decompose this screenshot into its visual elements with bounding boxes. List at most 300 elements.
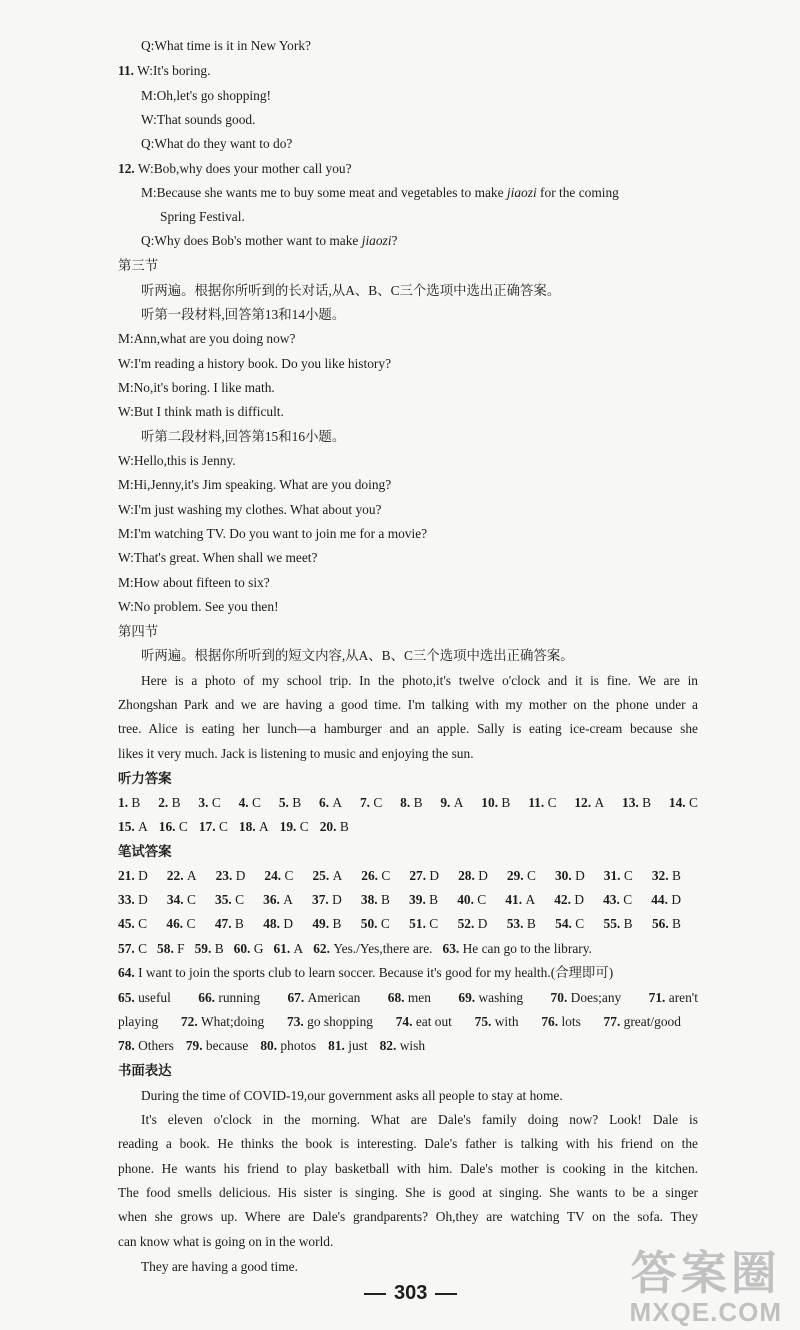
answer-number: 14. <box>668 795 686 810</box>
d11-w1 <box>118 62 210 80</box>
answer-item <box>118 794 140 812</box>
dialog-line: W:But I think math is difficult. <box>118 404 284 419</box>
answer-item <box>458 989 523 1007</box>
answer-item <box>312 891 342 909</box>
answer-item <box>264 867 293 885</box>
answer-number: 55. <box>603 916 621 931</box>
answer-item <box>320 818 349 836</box>
answer-item <box>118 964 613 982</box>
answer-number: 65. <box>118 990 135 1005</box>
d11-number: 11. <box>118 63 134 78</box>
answer-value: D <box>332 892 342 907</box>
answer-item <box>157 940 185 958</box>
answer-item <box>118 1037 174 1055</box>
answer-number: 22. <box>166 868 184 883</box>
answer-value: C <box>547 795 557 810</box>
answer-value: B <box>292 795 302 810</box>
answer-number: 63. <box>442 941 460 956</box>
answer-item <box>328 1037 367 1055</box>
answer-number: 53. <box>506 916 524 931</box>
dialog-line: M:No,it's boring. I like math. <box>118 380 275 395</box>
page-number <box>356 1282 465 1305</box>
answer-item <box>279 794 301 812</box>
answer-item <box>574 794 604 812</box>
answer-number: 31. <box>603 868 621 883</box>
answer-item <box>118 1013 158 1031</box>
answer-number: 40. <box>457 892 474 907</box>
answer-item <box>361 915 390 933</box>
answer-value: great/good <box>623 1014 681 1029</box>
answer-number: 44. <box>651 892 668 907</box>
answer-value: D <box>235 868 246 883</box>
answer-value: wish <box>399 1038 426 1053</box>
answer-value: eat out <box>415 1014 452 1029</box>
answer-number: 78. <box>118 1038 135 1053</box>
answer-value: B <box>623 916 633 931</box>
answer-value: just <box>348 1038 368 1053</box>
answer-item <box>167 867 197 885</box>
answer-value: C <box>235 892 245 907</box>
answer-value: C <box>527 868 536 883</box>
answer-value: useful <box>138 990 171 1005</box>
answer-value: He can go to the library. <box>462 941 592 956</box>
answer-value: C <box>689 795 698 810</box>
answer-number: 58. <box>157 941 174 956</box>
page-number-dash <box>364 1293 386 1295</box>
essay-line: phone. He wants his friend to play basketball with him. Dale's mother is cooking in the kitchen. <box>118 1161 698 1176</box>
d12-q: Q:Why does Bob's mother want to make jiaozi? <box>141 233 398 248</box>
answer-item <box>239 794 261 812</box>
d12-m1b: Spring Festival. <box>160 209 245 224</box>
answer-number: 59. <box>194 941 212 956</box>
answer-number: 80. <box>260 1038 278 1053</box>
answer-value: B <box>339 819 349 834</box>
answer-item <box>475 1013 519 1031</box>
section4-heading: 第四节 <box>118 624 159 639</box>
d11-w2: W:That sounds good. <box>141 112 256 127</box>
answer-value: A <box>293 941 304 956</box>
answer-value: lots <box>561 1014 581 1029</box>
answer-value: C <box>186 916 196 931</box>
answer-number: 68. <box>387 990 405 1005</box>
d11-w1-text: W:It's boring. <box>137 63 211 78</box>
page-number-dash <box>435 1293 457 1295</box>
answer-value: C <box>218 819 228 834</box>
answer-item <box>312 867 342 885</box>
answer-item <box>118 940 147 958</box>
answer-value: because <box>205 1038 249 1053</box>
answer-item <box>604 915 633 933</box>
answer-row <box>118 989 698 1007</box>
answer-value: G <box>253 941 264 956</box>
dialog-line: M:How about fifteen to six? <box>118 575 270 590</box>
answer-value: D <box>478 868 488 883</box>
answer-item <box>458 867 488 885</box>
answer-number: 28. <box>458 868 475 883</box>
answer-item <box>167 891 196 909</box>
answer-row <box>118 915 681 933</box>
answer-value: A <box>594 795 605 810</box>
answer-value: B <box>526 916 536 931</box>
answer-number: 77. <box>603 1014 621 1029</box>
answer-number: 49. <box>312 916 330 931</box>
watermark-top: 答案圈 <box>630 1247 781 1299</box>
answer-item <box>260 1037 316 1055</box>
answer-value: D <box>574 892 584 907</box>
answer-number: 70. <box>550 990 568 1005</box>
passage-line: Here is a photo of my school trip. In the photo,it's twelve o'clock and it is fine. We are in <box>141 673 698 688</box>
answer-item <box>458 915 488 933</box>
answer-number: 38. <box>360 892 378 907</box>
answer-row <box>118 1013 681 1031</box>
essay-line: when she grows up. Where are Dale's grandparents? Oh,they are watching TV on the sofa. They <box>118 1209 698 1224</box>
answer-value: A <box>525 892 536 907</box>
dialog-line: W:I'm just washing my clothes. What about you? <box>118 502 382 517</box>
answer-item <box>507 915 536 933</box>
answer-number: 21. <box>118 868 135 883</box>
answer-value: American <box>307 990 361 1005</box>
answer-item <box>603 891 632 909</box>
answer-number: 12. <box>574 795 592 810</box>
answer-number: 25. <box>312 868 330 883</box>
passage-line: tree. Alice is eating her lunch—a hamburger and an apple. Sally is eating ice-cream because she <box>118 721 698 736</box>
answer-item <box>166 915 195 933</box>
answer-number: 73. <box>287 1014 304 1029</box>
answer-value: C <box>186 892 196 907</box>
answer-value: with <box>494 1014 519 1029</box>
answer-item <box>216 867 246 885</box>
passage-line: likes it very much. Jack is listening to music and enjoying the sun. <box>118 746 474 761</box>
answer-number: 37. <box>312 892 329 907</box>
answer-item <box>118 891 148 909</box>
watermark-logo <box>630 1248 782 1326</box>
dialog-line: M:Ann,what are you doing now? <box>118 331 296 346</box>
answer-value: C <box>252 795 261 810</box>
answer-item <box>239 818 269 836</box>
answer-number: 30. <box>554 868 572 883</box>
answer-value: C <box>138 916 148 931</box>
answer-item <box>481 794 510 812</box>
answer-number: 1. <box>118 795 129 810</box>
answer-number: 26. <box>361 868 378 883</box>
answer-item <box>528 794 556 812</box>
answer-number: 50. <box>360 916 378 931</box>
answer-number: 23. <box>215 868 233 883</box>
d11-q: Q:What do they want to do? <box>141 136 293 151</box>
answer-item <box>287 989 360 1007</box>
writing-heading: 书面表达 <box>118 1063 172 1078</box>
answer-item <box>199 818 228 836</box>
answer-number: 36. <box>263 892 280 907</box>
answer-value: D <box>429 868 440 883</box>
answer-item <box>215 891 244 909</box>
answer-value: Others <box>138 1038 174 1053</box>
answer-value: C <box>623 868 633 883</box>
answer-number: 2. <box>158 795 169 810</box>
q10-question: Q:What time is it in New York? <box>141 38 311 53</box>
answer-row <box>118 1037 425 1055</box>
answer-number: 13. <box>622 795 639 810</box>
answer-value: B <box>234 916 244 931</box>
answer-value: Yes./Yes,there are. <box>333 941 433 956</box>
answer-value: C <box>138 941 148 956</box>
answer-item <box>198 794 220 812</box>
answer-number: 69. <box>458 990 476 1005</box>
essay-line: can know what is going on in the world. <box>118 1234 334 1249</box>
dialog-line: W:That's great. When shall we meet? <box>118 550 318 565</box>
answer-value: C <box>373 795 383 810</box>
answer-item <box>280 818 309 836</box>
answer-value: A <box>258 819 269 834</box>
answer-value: Does;any <box>570 990 622 1005</box>
answer-item <box>400 794 422 812</box>
answer-value: D <box>575 868 585 883</box>
answer-number: 48. <box>263 916 280 931</box>
answer-value: F <box>177 941 185 956</box>
answer-item <box>319 794 342 812</box>
answer-item <box>649 989 698 1007</box>
section3-m1-title: 听第一段材料,回答第13和14小题。 <box>141 307 346 322</box>
answer-value: D <box>671 892 681 907</box>
answer-value: A <box>453 795 464 810</box>
answer-number: 71. <box>648 990 666 1005</box>
answer-number: 17. <box>198 819 216 834</box>
answer-item <box>361 867 390 885</box>
answer-number: 46. <box>166 916 184 931</box>
answer-value: men <box>407 990 431 1005</box>
answer-item <box>388 989 431 1007</box>
answer-item <box>263 891 293 909</box>
answer-item <box>554 891 584 909</box>
answer-item <box>604 1013 681 1031</box>
answer-value: C <box>575 916 585 931</box>
answer-number: 74. <box>395 1014 413 1029</box>
answer-value: C <box>429 916 439 931</box>
answer-item <box>551 989 622 1007</box>
answer-number: 9. <box>440 795 451 810</box>
answer-item <box>263 915 293 933</box>
answer-item <box>652 915 681 933</box>
answer-number: 61. <box>273 941 291 956</box>
answer-value: washing <box>478 990 524 1005</box>
answer-item <box>409 867 439 885</box>
answer-number: 45. <box>118 916 135 931</box>
writing-closing: They are having a good time. <box>141 1259 298 1274</box>
dialog-line: W:I'm reading a history book. Do you like history? <box>118 356 392 371</box>
answer-item <box>604 867 633 885</box>
answer-item <box>234 940 264 958</box>
answer-item <box>541 1013 580 1031</box>
answer-item <box>555 915 584 933</box>
answer-row <box>118 891 681 909</box>
d12-w1-text: W:Bob,why does your mother call you? <box>137 161 352 176</box>
answer-item <box>195 940 224 958</box>
answer-number: 60. <box>233 941 251 956</box>
answer-number: 57. <box>118 941 135 956</box>
answer-number: 6. <box>319 795 330 810</box>
section3-heading: 第三节 <box>118 258 159 273</box>
answer-value: C <box>299 819 309 834</box>
answer-value: A <box>332 795 343 810</box>
essay-line: The food smells delicious. His sister is singing. She is good at singing. She wants to be a singer <box>118 1185 698 1200</box>
written-answers-heading: 笔试答案 <box>118 844 172 859</box>
answer-value: C <box>623 892 633 907</box>
d12-m1a: M:Because she wants me to buy some meat and vegetables to make jiaozi for the coming <box>141 185 619 200</box>
answer-value: I want to join the sports club to learn soccer. Because it's good for my health.(合理即可) <box>138 965 614 980</box>
answer-value: playing <box>118 1014 159 1029</box>
answer-row <box>118 964 613 982</box>
answer-value: A <box>186 868 197 883</box>
answer-number: 16. <box>158 819 176 834</box>
answer-number: 8. <box>400 795 411 810</box>
answer-number: 41. <box>505 892 523 907</box>
answer-item <box>118 915 147 933</box>
answer-value: go shopping <box>307 1014 373 1029</box>
section3-m2-title: 听第二段材料,回答第15和16小题。 <box>141 429 346 444</box>
answer-row <box>118 940 592 958</box>
answer-value: D <box>138 892 148 907</box>
answer-value: B <box>332 916 342 931</box>
answer-value: aren't <box>668 990 698 1005</box>
answer-number: 66. <box>198 990 216 1005</box>
answer-value: B <box>413 795 423 810</box>
answer-number: 15. <box>118 819 135 834</box>
answer-value: C <box>178 819 188 834</box>
writing-intro: During the time of COVID-19,our government asks all people to stay at home. <box>141 1088 563 1103</box>
answer-item <box>159 818 188 836</box>
dialog-line: W:Hello,this is Jenny. <box>118 453 236 468</box>
answer-item <box>443 940 592 958</box>
answer-number: 11. <box>528 795 545 810</box>
answer-number: 3. <box>198 795 209 810</box>
answer-value: B <box>171 795 181 810</box>
answer-item <box>457 891 486 909</box>
answer-value: C <box>477 892 487 907</box>
answer-item <box>158 794 180 812</box>
answer-value: C <box>284 868 294 883</box>
answer-item <box>361 891 390 909</box>
answer-item <box>287 1013 373 1031</box>
answer-item <box>409 915 438 933</box>
answer-number: 39. <box>409 892 426 907</box>
answer-value: B <box>214 941 224 956</box>
answer-number: 47. <box>214 916 232 931</box>
answer-number: 64. <box>118 965 135 980</box>
answer-number: 18. <box>238 819 256 834</box>
answer-value: A <box>138 819 148 834</box>
answer-number: 10. <box>481 795 499 810</box>
page-number-text: 303 <box>394 1282 428 1304</box>
answer-row <box>118 867 681 885</box>
dialog-line: W:No problem. See you then! <box>118 599 279 614</box>
answer-value: D <box>283 916 293 931</box>
answer-number: 75. <box>474 1014 492 1029</box>
dialog-line: M:Hi,Jenny,it's Jim speaking. What are you doing? <box>118 477 392 492</box>
section3-instruction: 听两遍。根据你所听到的长对话,从A、B、C三个选项中选出正确答案。 <box>141 283 561 298</box>
answer-item <box>198 989 260 1007</box>
d12-w1 <box>118 160 352 178</box>
answer-number: 35. <box>215 892 232 907</box>
answer-item <box>440 794 463 812</box>
answer-row <box>118 818 349 836</box>
answer-item <box>313 940 432 958</box>
answer-number: 7. <box>359 795 370 810</box>
answer-number: 4. <box>238 795 249 810</box>
answer-value: B <box>429 892 439 907</box>
answer-number: 52. <box>457 916 475 931</box>
answer-item <box>118 989 171 1007</box>
answer-number: 54. <box>555 916 572 931</box>
d11-m1: M:Oh,let's go shopping! <box>141 88 271 103</box>
passage-line: Zhongshan Park and we are having a good time. I'm talking with my mother on the phone under a <box>118 697 698 712</box>
answer-number: 79. <box>185 1038 203 1053</box>
answer-value: A <box>283 892 293 907</box>
answer-value: photos <box>280 1038 317 1053</box>
answer-value: C <box>211 795 221 810</box>
essay-line: reading a book. He thinks the book is interesting. Dale's father is talking with his friend on the <box>118 1136 698 1151</box>
answer-number: 29. <box>506 868 524 883</box>
answer-item <box>360 794 382 812</box>
answer-item <box>215 915 244 933</box>
answer-value: B <box>672 916 681 931</box>
answer-number: 20. <box>319 819 337 834</box>
answer-item <box>652 867 681 885</box>
answer-number: 62. <box>313 941 330 956</box>
answer-item <box>669 794 698 812</box>
answer-number: 51. <box>409 916 426 931</box>
answer-value: D <box>477 916 488 931</box>
answer-item <box>312 915 341 933</box>
answer-item <box>273 940 303 958</box>
answer-number: 67. <box>287 990 305 1005</box>
answer-item <box>181 1013 264 1031</box>
answer-number: 27. <box>409 868 427 883</box>
answer-value: C <box>380 916 390 931</box>
watermark-bottom: MXQE.COM <box>629 1297 782 1327</box>
answer-number: 24. <box>264 868 282 883</box>
answer-item <box>555 867 585 885</box>
answer-value: B <box>381 892 390 907</box>
answer-value: B <box>671 868 681 883</box>
answer-number: 34. <box>166 892 184 907</box>
answer-item <box>622 794 651 812</box>
answer-number: 5. <box>278 795 289 810</box>
answer-value: C <box>381 868 391 883</box>
answer-number: 32. <box>651 868 669 883</box>
essay-line: It's eleven o'clock in the morning. What are Dale's family doing now? Look! Dale is <box>141 1112 698 1127</box>
answer-number: 72. <box>180 1014 198 1029</box>
answer-number: 43. <box>603 892 620 907</box>
answer-row <box>118 794 698 812</box>
answer-number: 76. <box>541 1014 559 1029</box>
answer-item <box>507 867 536 885</box>
answer-value: B <box>131 795 141 810</box>
answer-number: 19. <box>279 819 297 834</box>
answer-number: 81. <box>328 1038 345 1053</box>
answer-number: 42. <box>554 892 571 907</box>
answer-value: running <box>218 990 261 1005</box>
d12-number: 12. <box>118 161 135 176</box>
section4-instruction: 听两遍。根据你所听到的短文内容,从A、B、C三个选项中选出正确答案。 <box>141 648 574 663</box>
answer-value: B <box>642 795 652 810</box>
answer-number: 82. <box>379 1038 397 1053</box>
answer-number: 56. <box>651 916 669 931</box>
answer-item <box>651 891 681 909</box>
answer-value: A <box>332 868 343 883</box>
answer-item <box>380 1037 425 1055</box>
answer-value: B <box>501 795 511 810</box>
listening-answers-heading: 听力答案 <box>118 771 172 786</box>
